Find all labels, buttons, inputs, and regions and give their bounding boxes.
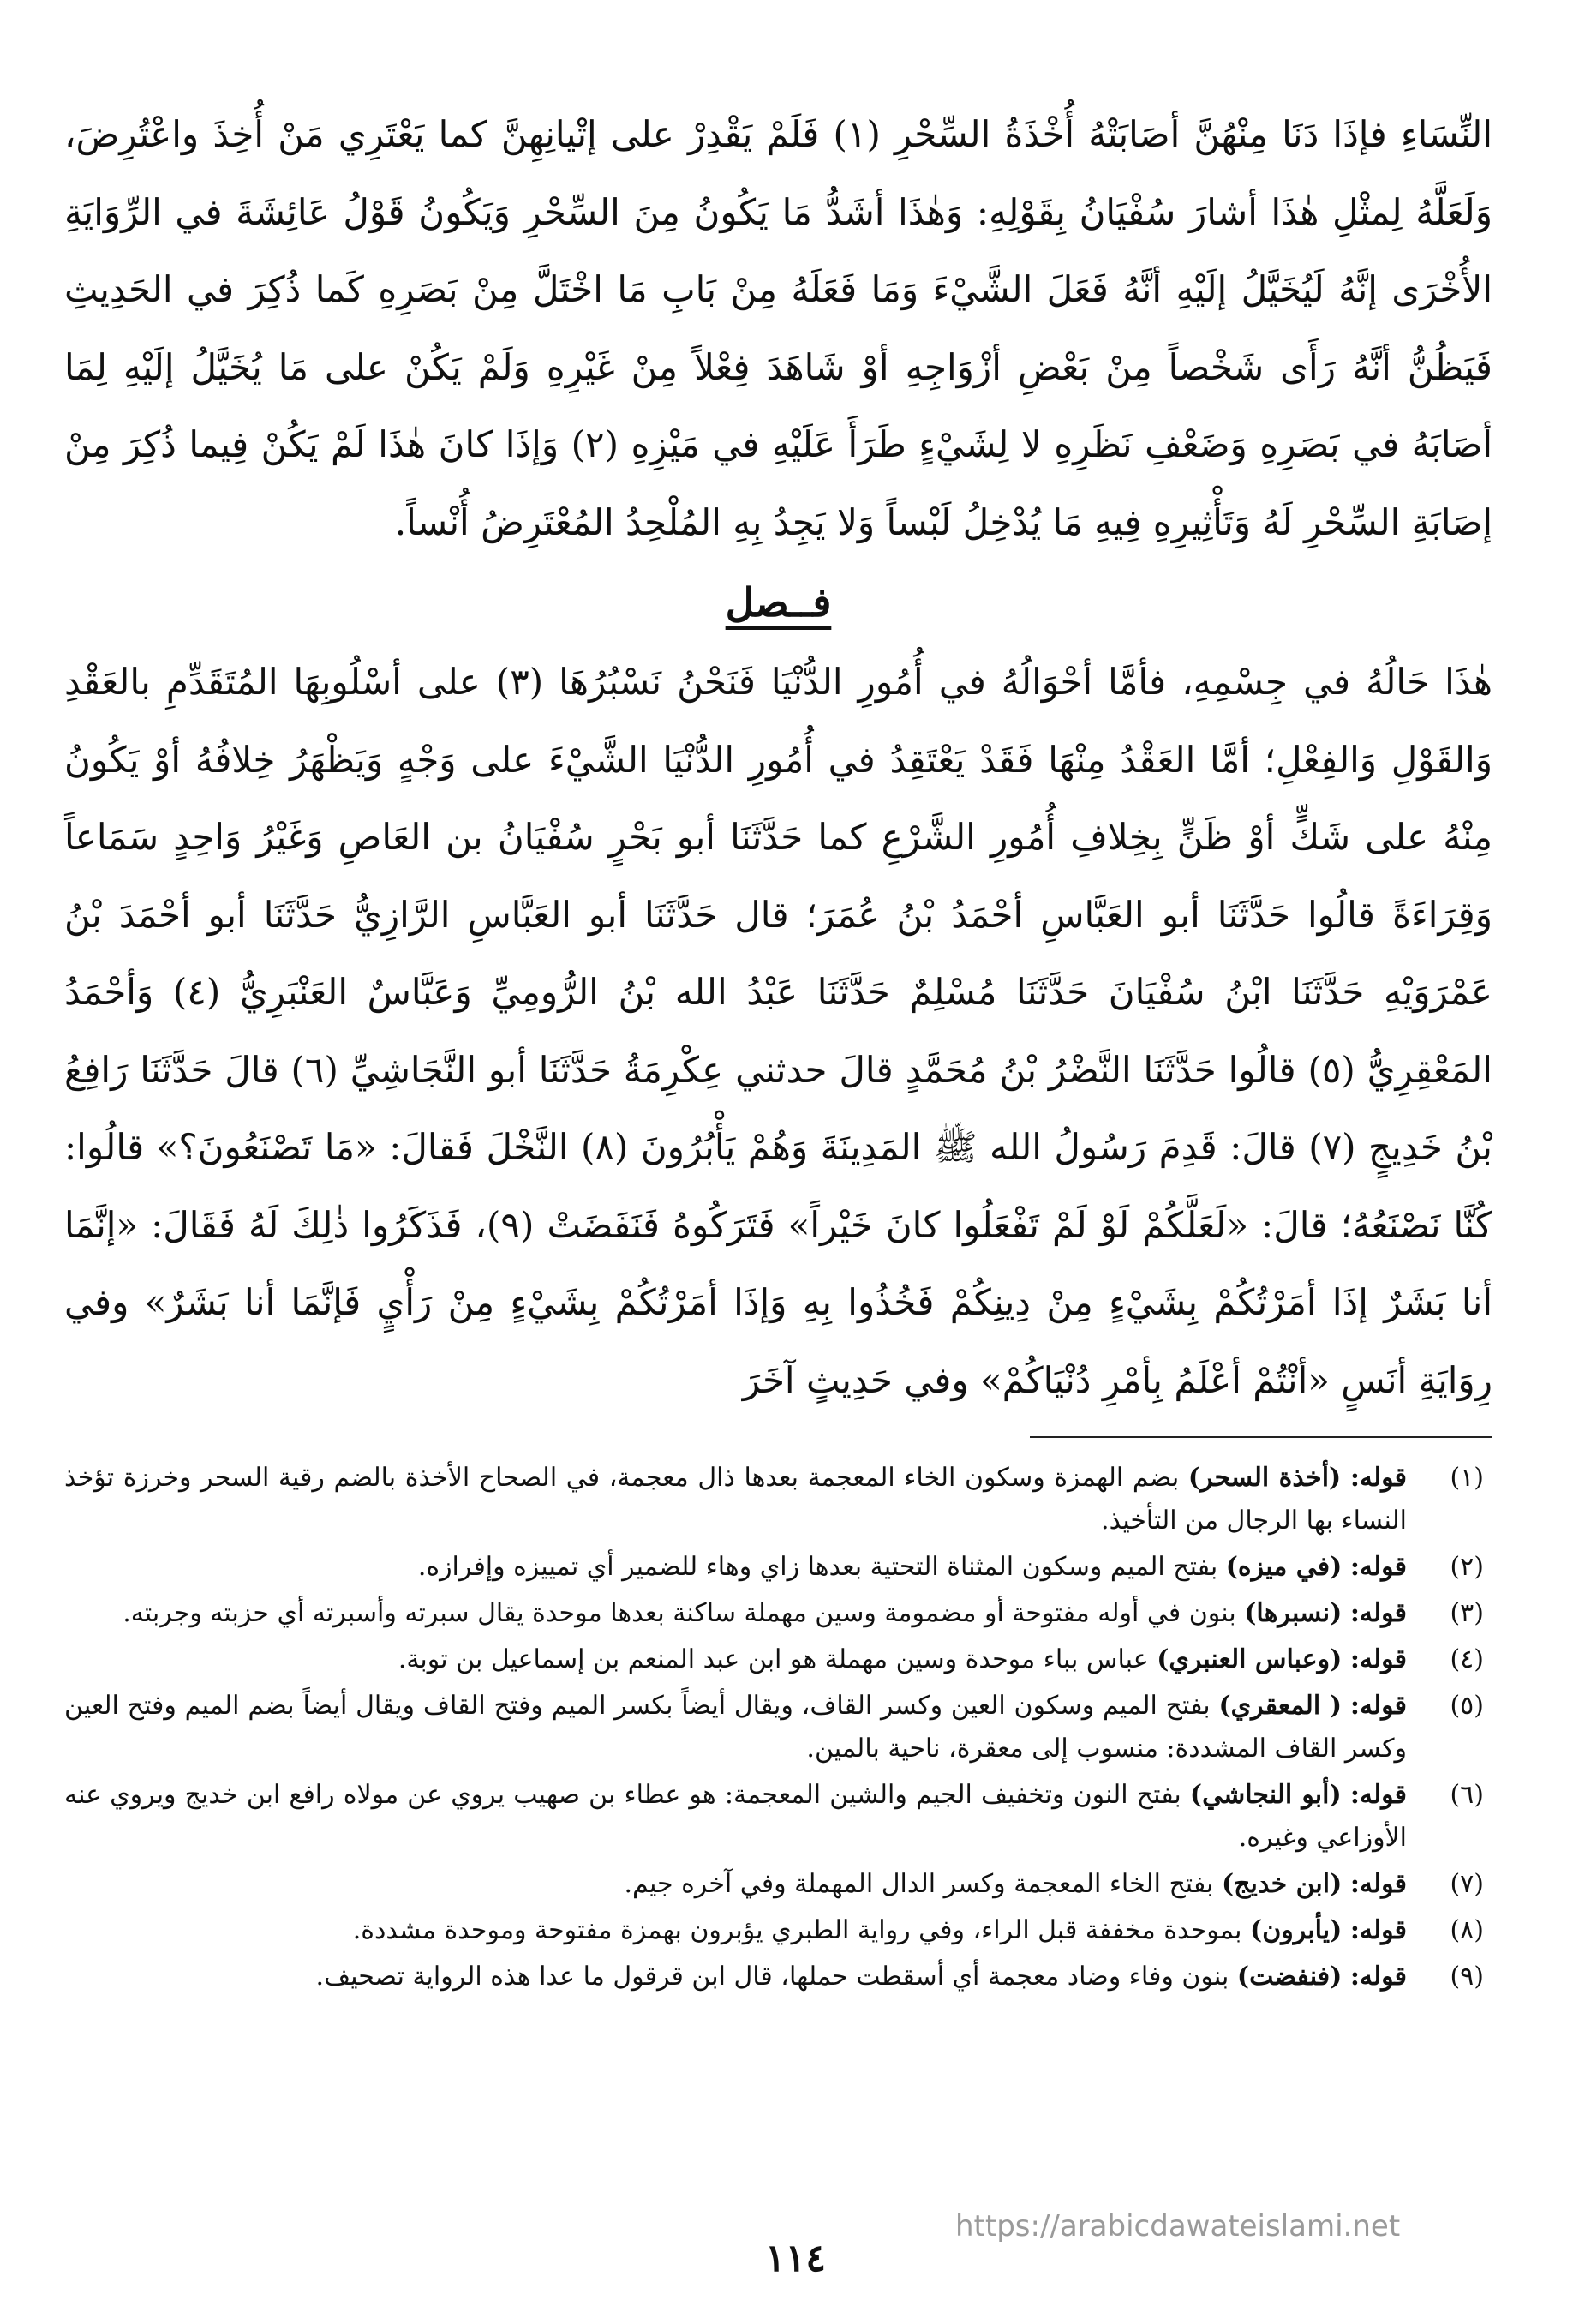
body-paragraph: النِّسَاءِ فإذَا دَنَا مِنْهُنَّ أصَابَتْهُ أُخْذَةُ السِّحْرِ (١) فَلَمْ يَقْدِرْ على إتْيانِهِنَّ كما يَعْتَرِي مَنْ أُخِذَ واعْتُرِضَ، وَلَعَلَّهُ لِمثْلِ هٰذَا أشارَ سُفْيَانُ بِقَوْلِهِ: وَهٰذَا أشَدُّ مَا يَكُونُ مِنَ السِّحْرِ وَيَكُونُ قَوْلُ عَائِشَةَ في الرِّوَايَةِ الأُخْرَى إنَّهُ لَيُخَيَّلُ إلَيْهِ أنَّهُ فَعَلَ الشَّيْءَ وَمَا فَعَلَهُ مِنْ بَابِ مَا اخْتَلَّ مِنْ بَصَرِهِ كَما ذُكِرَ في الحَدِيثِ فَيَظُنُّ أنَّهُ رَأَى شَخْصاً مِنْ بَعْضِ أزْوَاجِهِ أوْ شَاهَدَ فِعْلاً مِنْ غَيْرِهِ وَلَمْ يَكُنْ على مَا يُخَيَّلُ إلَيْهِ لِمَا أصَابَهُ في بَصَرِهِ وَضَعْفِ نَظَرِهِ لا لِشَيْءٍ طَرَأَ عَلَيْهِ في مَيْزِهِ (٢) وَإذَا كانَ هٰذَا لَمْ يَكُنْ فِيما ذُكِرَ مِنْ إصَابَةِ السِّحْرِ لَهُ وَتَأْثِيرِهِ فِيهِ مَا يُدْخِلُ لَبْساً وَلا يَجِدُ بِهِ المُلْحِدُ المُعْتَرِضُ أُنْساً. <box>64 113 1492 543</box>
footnote-key: قوله: <box>1349 1962 1407 1992</box>
footnote-text: بضم الهمزة وسكون الخاء المعجمة بعدها ذال معجمة، في الصحاح الأخذة بالضم رقية السحر وخرزة تؤخذ النساء بها الرجال من التأخيذ. <box>64 1463 1407 1536</box>
footnote-item <box>64 1638 1484 1681</box>
footnote-text: بموحدة مخففة قبل الراء، وفي رواية الطبري يؤبرون بهمزة مفتوحة وموحدة مشددة. <box>352 1915 1242 1945</box>
footnotes <box>64 1457 1484 2002</box>
body-paragraph: هٰذَا حَالُهُ في جِسْمِهِ، فأمَّا أحْوَالُهُ في أُمُورِ الدُّنْيَا فَنَحْنُ نَسْبُرُهَا (٣) على أسْلُوبِهَا المُتَقَدِّمِ بالعَقْدِ وَالقَوْلِ وَالفِعْلِ؛ أمَّا العَقْدُ مِنْهَا فَقَدْ يَعْتَقِدُ في أُمُورِ الدُّنْيَا الشَّيْءَ على وَجْهٍ وَيَظْهَرُ خِلافُهُ أوْ يَكُونُ مِنْهُ على شَكٍّ أوْ ظَنٍّ بِخِلافِ أُمُورِ الشَّرْعِ كما حَدَّثَنَا أبو بَحْرٍ سُفْيَانُ بن العَاصِ وَغَيْرُ وَاحِدٍ سَمَاعاً وَقِرَاءَةً قالُوا حَدَّثَنَا أبو العَبَّاسِ أحْمَدُ بْنُ عُمَرَ؛ قال حَدَّثَنَا أبو العَبَّاسِ الرَّازِيُّ حَدَّثَنَا أبو أحْمَدَ بْنُ عَمْرَوَيْهِ حَدَّثَنَا ابْنُ سُفْيَانَ حَدَّثَنَا مُسْلِمٌ حَدَّثَنَا عَبْدُ الله بْنُ الرُّومِيِّ وَعَبَّاسٌ العَنْبَرِيُّ (٤) وَأحْمَدُ المَعْقِرِيُّ (٥) قالُوا حَدَّثَنَا النَّضْرُ بْنُ مُحَمَّدٍ قالَ حدثني عِكْرِمَةُ حَدَّثَنَا أبو النَّجَاشِيِّ (٦) قالَ حَدَّثَنَا رَافِعُ بْنُ خَدِيجٍ (٧) قالَ: قَدِمَ رَسُولُ الله ﷺ المَدِينَةَ وَهُمْ يَأْبُرُونَ (٨) النَّخْلَ فَقالَ: «مَا تَصْنَعُونَ؟» قالُوا: كُنَّا نَصْنَعُهُ؛ قالَ: «لَعَلَّكُمْ لَوْ لَمْ تَفْعَلُوا كانَ خَيْراً» فَتَرَكُوهُ فَنَفَضَتْ (٩)، فَذَكَرُوا ذٰلِكَ لَهُ فَقَالَ: «إنَّمَا أنا بَشَرٌ إذَا أمَرْتُكُمْ بِشَيْءٍ مِنْ دِينِكُمْ فَخُذُوا بِهِ وَإذَا أمَرْتُكُمْ بِشَيْءٍ مِنْ رَأْيٍ فَإنَّمَا أنا بَشَرٌ» وفي رِوَايَةِ أنَسٍ «أنْتُمْ أعْلَمُ بِأمْرِ دُنْيَاكُمْ» وفي حَدِيثٍ آخَرَ <box>64 661 1493 1401</box>
footnote-term: (أبو النجاشي) <box>1189 1780 1342 1810</box>
footnote-number: (٨) <box>1450 1915 1484 1945</box>
footnote-body <box>64 1457 1407 1542</box>
footnote-term: (ابن خديج) <box>1221 1869 1343 1899</box>
footnote-key: قوله: <box>1349 1463 1407 1493</box>
footnote-term: (في ميزه) <box>1225 1552 1343 1582</box>
footnote-term: ( المعقري) <box>1218 1691 1343 1721</box>
footnote-key: قوله: <box>1349 1598 1407 1628</box>
footnote-number: (٣) <box>1450 1598 1484 1628</box>
footnote-body <box>64 1774 1407 1860</box>
footnote-text: بنون في أوله مفتوحة أو مضمومة وسين مهملة ساكنة بعدها موحدة يقال سبرته وأسبرته أي حزبته وجربته. <box>123 1598 1236 1628</box>
footnote-text: عباس بباء موحدة وسين مهملة هو ابن عبد المنعم بن إسماعيل بن توبة. <box>398 1644 1149 1674</box>
footnote-number: (٩) <box>1450 1962 1484 1992</box>
footnote-item <box>64 1546 1484 1589</box>
footnote-number: (٢) <box>1450 1552 1484 1582</box>
footnote-key: قوله: <box>1349 1691 1408 1721</box>
watermark-url: https://arabicdawateislami.net <box>955 2209 1401 2243</box>
footnote-term: (فنفضت) <box>1236 1962 1343 1992</box>
footnote-term: (وعباس العنبري) <box>1157 1644 1343 1674</box>
footnote-term: (أخذة السحر) <box>1187 1463 1342 1493</box>
footnote-body <box>64 1685 1407 1770</box>
footnote-item <box>64 1909 1484 1952</box>
footnote-number: (٧) <box>1450 1869 1484 1899</box>
footnote-text: بفتح النون وتخفيف الجيم والشين المعجمة: هو عطاء بن صهيب يروي عن مولاه رافع ابن خديج ويروي عنه الأوزاعي وغيره. <box>64 1780 1407 1853</box>
footnote-number: (٤) <box>1450 1644 1484 1674</box>
page-number: ١١٤ <box>765 2237 826 2280</box>
footnote-key: قوله: <box>1349 1780 1407 1810</box>
footnote-text: بفتح الميم وسكون العين وكسر القاف، ويقال أيضاً بكسر الميم وفتح القاف ويقال أيضاً بضم الميم وفتح العين وكسر القاف المشددة: منسوب إلى معقرة، ناحية بالمين. <box>64 1691 1407 1764</box>
footnote-separator <box>1030 1436 1492 1438</box>
footnote-text: بفتح الخاء المعجمة وكسر الدال المهملة وفي آخره جيم. <box>624 1869 1214 1899</box>
footnote-term: (يأبرون) <box>1250 1915 1343 1945</box>
footnote-key: قوله: <box>1349 1552 1407 1582</box>
footnote-item <box>64 1956 1484 1998</box>
footnote-body <box>64 1638 1407 1681</box>
footnote-key: قوله: <box>1349 1915 1407 1945</box>
footnote-key: قوله: <box>1349 1644 1407 1674</box>
footnote-body <box>64 1592 1407 1635</box>
footnote-key: قوله: <box>1349 1869 1407 1899</box>
footnote-item <box>64 1685 1484 1770</box>
footnote-item <box>64 1592 1484 1635</box>
footnote-number: (٦) <box>1450 1780 1484 1810</box>
footnote-text: بفتح الميم وسكون المثناة التحتية بعدها زاي وهاء للضمير أي تمييزه وإفرازه. <box>417 1552 1218 1582</box>
section-heading: فــصل <box>725 579 832 626</box>
footnote-item <box>64 1457 1484 1542</box>
main-text <box>64 96 1492 1419</box>
footnote-body <box>64 1909 1407 1952</box>
footnote-body <box>64 1956 1407 1998</box>
footnote-body <box>64 1546 1407 1589</box>
footnote-number: (٥) <box>1450 1691 1484 1721</box>
footnote-text: بنون وفاء وضاد معجمة أي أسقطت حملها، قال ابن قرقول ما عدا هذه الرواية تصحيف. <box>315 1962 1229 1992</box>
footnote-item <box>64 1774 1484 1860</box>
footnote-item <box>64 1863 1484 1906</box>
footnote-number: (١) <box>1450 1463 1484 1493</box>
footnote-term: (نسبرها) <box>1244 1598 1343 1628</box>
footnote-body <box>64 1863 1407 1906</box>
